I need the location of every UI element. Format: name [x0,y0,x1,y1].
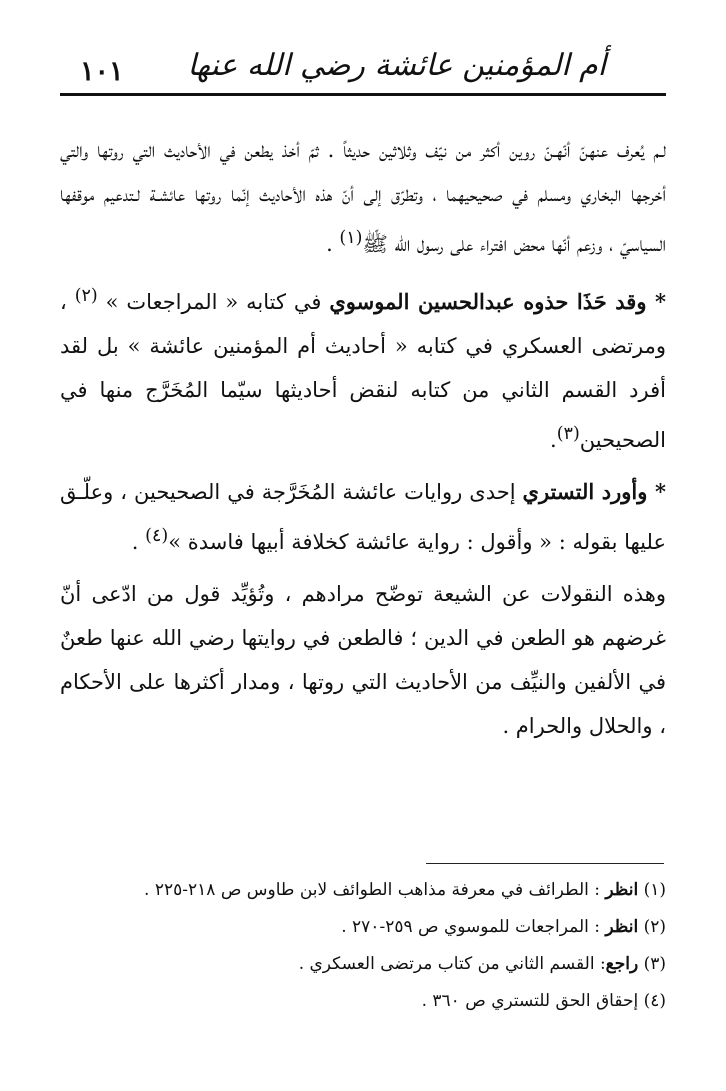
paragraph-2 [60,274,666,462]
paragraph-3 [60,470,666,564]
footnote-4 [60,983,666,1020]
paragraph-2-part-b: ، ومرتضى العسكري في كتابه « أحاديث أم المؤمنين عائشة » بل لقد أفرد القسم الثاني من كتابه لنقض أحاديثها سيّما المُخَرَّج منها في الصحيحين [60,290,666,452]
footnote-2-key: انظر [605,917,639,937]
paragraph-3-end: . [131,530,146,554]
paragraph-1 [60,128,666,266]
paragraph-1-end: . [326,232,340,256]
footnote-2-text: : المراجعات للموسوي ص ٢٥٩-٢٧٠ . [341,917,606,937]
paragraph-3-lead: * وأورد التستري [522,479,666,504]
footnote-ref-1: (١) [339,228,363,248]
footnote-2 [60,909,666,946]
paragraph-2-part-a: في كتابه « المراجعات » [97,290,330,314]
footnotes [60,872,666,1020]
page-number: ١٠١ [80,56,124,87]
footnote-ref-3: (٣) [556,424,580,444]
header-rule [60,93,666,96]
running-title: أم المؤمنين عائشة رضي الله عنها [187,48,606,83]
footnote-ref-2: (٢) [74,286,98,306]
footnote-4-text: إحقاق الحق للتستري ص ٣٦٠ . [421,991,639,1011]
footnote-3-text: : القسم الثاني من كتاب مرتضى العسكري . [298,954,606,974]
paragraph-1-text: لـم يُعرف عنهنّ أنّهـنّ روين أكثر من نيّف وثلاثين حديثاً . ثمّ أخذ يطعن في الأحاديث التي روتها والتي أخرجها البخاري ومسلم في صحيحيهما ، وتطرّق إلى أنّ هذه الأحاديث إنّما روتها عائشـة لـتدعيم موقفها السياسيّ ، وزعم أنّها محض افتراء على رسول الله ﷺ [60,138,666,256]
footnote-3-num: (٣) [643,954,666,974]
main-text [60,128,666,748]
footnote-2-num: (٢) [643,917,666,937]
footnote-1-text: : الطرائف في معرفة مذاهب الطوائف لابن طاوس ص ٢١٨-٢٢٥ . [144,880,606,900]
footnote-1-num: (١) [643,880,666,900]
paragraph-2-lead: * وقد حَذَا حذوه عبدالحسين الموسوي [329,289,667,314]
footnote-3-key: راجع [605,954,639,974]
footnote-rule [426,863,664,864]
paragraph-2-end: . [550,428,557,452]
footnote-4-num: (٤) [643,991,666,1011]
paragraph-4: وهذه النقولات عن الشيعة توضّح مرادهم ، وتُؤيِّد قول من ادّعى أنّ غرضهم هو الطعن في الدين ؛ فالطعن في روايتها رضي الله عنها طعنٌ في الألفين والنيِّف من الأحاديث التي روتها ، ومدار أكثرها على الأحكام ، والحلال والحرام . [60,582,666,738]
footnote-1-key: انظر [605,880,639,900]
footnote-1 [60,872,666,909]
paragraph-3-part-a: إحدى روايات عائشة المُخَرَّجة في الصحيحين ، وعلّـق عليها بقوله : « وأقول : رواية عائشة كخلافة أبيها فاسدة » [60,480,666,554]
footnote-ref-4: (٤) [145,526,169,546]
footnote-3 [60,946,666,983]
page-header [60,40,666,96]
